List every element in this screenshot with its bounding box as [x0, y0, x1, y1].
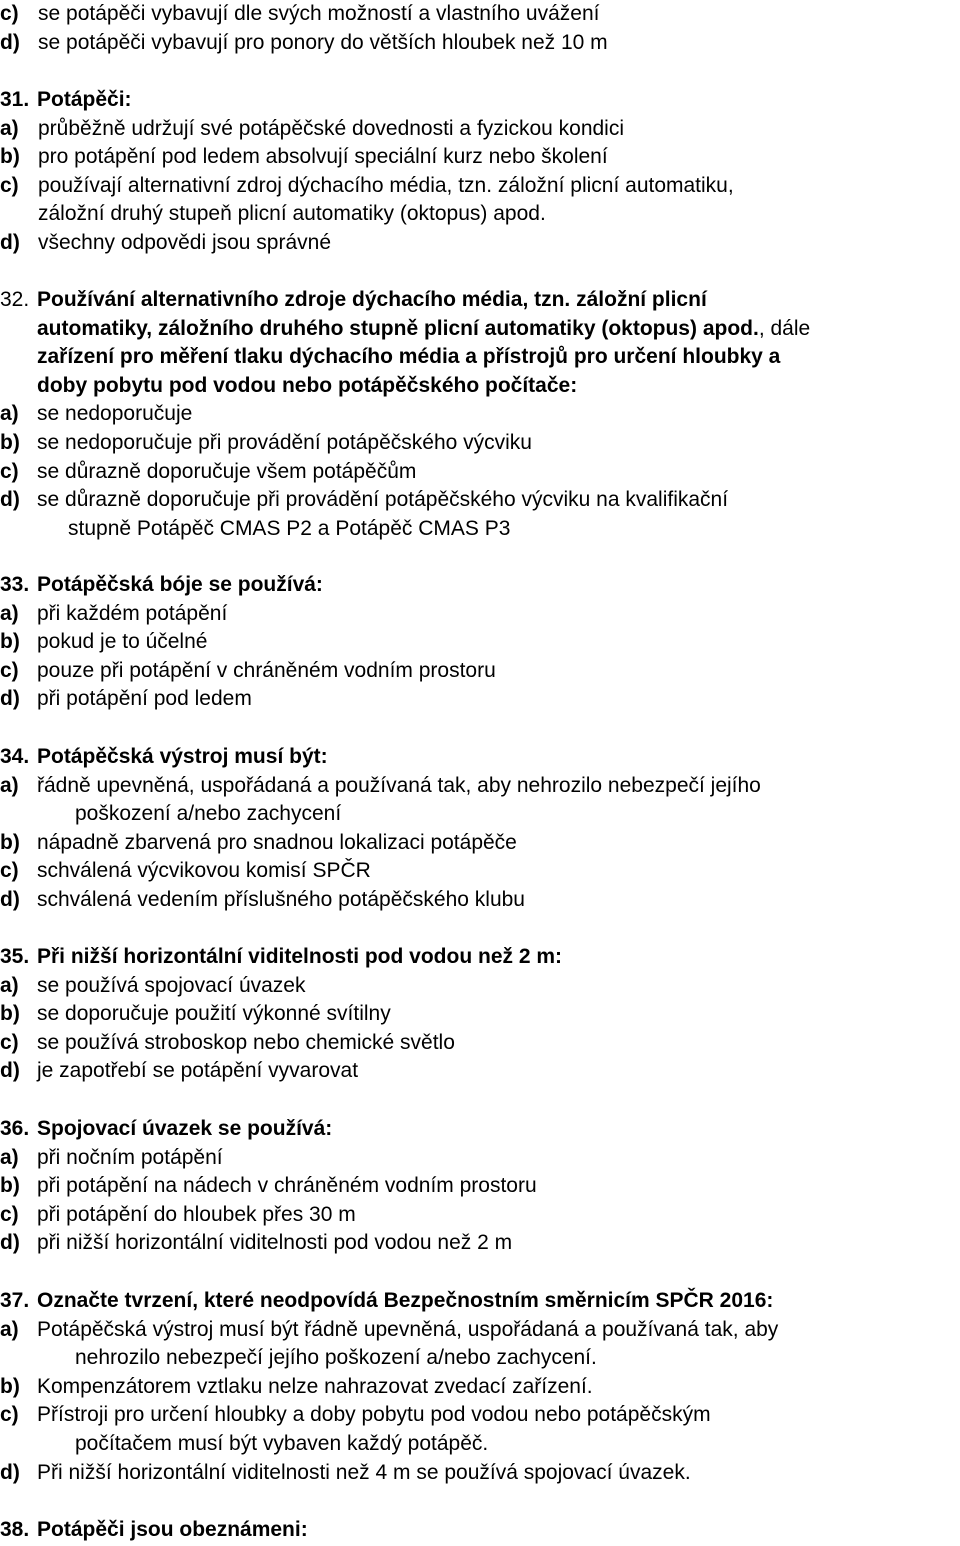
question-text-continuation: zařízení pro měření tlaku dýchacího média a přístrojů pro určení hloubky a — [37, 345, 781, 369]
q32-option-a — [0, 400, 192, 429]
question-text: Používání alternativního zdroje dýchacího média, tzn. záložní plicní — [37, 288, 707, 311]
option-text: při potápění na nádech v chráněném vodním prostoru — [37, 1174, 537, 1198]
q34-option-a — [0, 772, 761, 801]
question-number: 38. — [0, 1518, 30, 1541]
q31-option-c — [0, 172, 734, 201]
option-text: všechny odpovědi jsou správné — [38, 231, 332, 254]
question-number: 36. — [0, 1117, 30, 1140]
option-letter: b) — [0, 145, 20, 169]
q36-option-b — [0, 1172, 537, 1201]
q34-option-d — [0, 886, 525, 915]
option-letter: a) — [0, 601, 19, 625]
question-35-title — [0, 943, 562, 972]
question-number: 34. — [0, 745, 30, 768]
option-letter: c) — [0, 859, 19, 883]
option-letter: b) — [0, 830, 20, 854]
option-letter: d) — [0, 488, 20, 512]
option-letter: b) — [0, 1002, 20, 1026]
option-letter: d) — [0, 1059, 20, 1083]
option-text-continuation: stupně Potápěč CMAS P2 a Potápěč CMAS P3 — [68, 516, 511, 540]
q37-option-b — [0, 1373, 593, 1402]
option-text: schválená výcvikovou komisí SPČR — [37, 859, 371, 883]
question-text: Při nižší horizontální viditelnosti pod vodou než 2 m: — [37, 945, 563, 968]
question-number: 31. — [0, 88, 30, 111]
option-text: řádně upevněná, uspořádaná a používaná tak, aby nehrozilo nebezpečí jejího — [37, 773, 761, 797]
question-text: Potápěči jsou obeznámeni: — [37, 1518, 308, 1541]
q31-option-d — [0, 229, 331, 258]
q35-option-d — [0, 1057, 358, 1086]
option-letter: d) — [0, 30, 20, 54]
option-letter: d) — [0, 888, 20, 911]
q34-option-b — [0, 829, 517, 858]
question-number: 35. — [0, 945, 30, 968]
option-text: se používá stroboskop nebo chemické světlo — [37, 1030, 455, 1054]
question-37-title — [0, 1287, 773, 1316]
q31-option-a — [0, 115, 624, 144]
question-33-title — [0, 571, 323, 600]
question-text: Spojovací úvazek se používá: — [37, 1117, 333, 1140]
option-text: se doporučuje použití výkonné svítilny — [37, 1002, 391, 1026]
option-text: se používá spojovací úvazek — [37, 973, 306, 997]
option-letter: c) — [0, 459, 19, 483]
option-letter: a) — [0, 1145, 19, 1169]
question-text-rest: , dále — [758, 316, 811, 340]
question-38-title — [0, 1516, 308, 1545]
q34-option-c — [0, 857, 371, 886]
q35-option-a — [0, 972, 306, 1001]
question-number: 37. — [0, 1289, 30, 1312]
q37-option-d — [0, 1459, 691, 1488]
option-c-prev — [0, 0, 599, 29]
question-text: Potápěčská výstroj musí být: — [37, 745, 328, 768]
option-text: pro potápění pod ledem absolvují speciální kurz nebo školení — [38, 145, 608, 169]
q33-option-a — [0, 600, 227, 629]
option-text: se potápěči vybavují dle svých možností a vlastního uvážení — [38, 2, 600, 25]
option-letter: c) — [0, 1030, 19, 1054]
option-text: schválená vedením příslušného potápěčského klubu — [37, 888, 525, 911]
question-number: 32. — [0, 288, 30, 311]
option-letter: c) — [0, 2, 19, 25]
q33-option-c — [0, 657, 496, 686]
option-text: při každém potápění — [37, 601, 228, 625]
option-text: se nedoporučuje při provádění potápěčského výcviku — [37, 431, 532, 454]
question-text: Potápěčská bóje se používá: — [37, 573, 323, 596]
option-letter: c) — [0, 1403, 19, 1427]
question-36-title — [0, 1115, 332, 1144]
q36-option-d — [0, 1229, 512, 1258]
option-letter: a) — [0, 1317, 19, 1341]
option-text: Kompenzátorem vztlaku nelze nahrazovat zvedací zařízení. — [37, 1374, 593, 1398]
option-letter: a) — [0, 973, 19, 997]
option-text-continuation: poškození a/nebo zachycení — [75, 802, 342, 826]
option-letter: a) — [0, 402, 19, 426]
option-letter: b) — [0, 1174, 20, 1198]
q35-option-b — [0, 1000, 391, 1029]
option-letter: b) — [0, 1374, 20, 1398]
option-letter: c) — [0, 658, 19, 682]
q32-option-b — [0, 429, 532, 458]
question-text: Označte tvrzení, které neodpovídá Bezpečnostním směrnicím SPČR 2016: — [37, 1289, 774, 1312]
q33-option-d — [0, 685, 252, 714]
question-text: Potápěči: — [37, 88, 132, 111]
question-text-continuation: doby pobytu pod vodou nebo potápěčského počítače: — [37, 373, 578, 397]
q36-option-c — [0, 1201, 356, 1230]
option-letter: d) — [0, 1231, 20, 1255]
option-text: se potápěči vybavují pro ponory do větších hloubek než 10 m — [38, 30, 608, 54]
question-number: 33. — [0, 573, 30, 596]
option-letter: a) — [0, 773, 19, 797]
option-text: je zapotřebí se potápění vyvarovat — [37, 1059, 359, 1083]
question-31-title — [0, 86, 132, 115]
option-text: Při nižší horizontální viditelnosti než 4 m se používá spojovací úvazek. — [37, 1460, 691, 1484]
option-d-prev — [0, 29, 608, 58]
q32-option-d — [0, 486, 728, 515]
question-text-bold: automatiky, záložního druhého stupně plicní automatiky (oktopus) apod. — [37, 316, 759, 340]
option-text: pokud je to účelné — [37, 630, 208, 654]
option-letter: d) — [0, 231, 20, 254]
q35-option-c — [0, 1029, 455, 1058]
q32-option-c — [0, 458, 416, 487]
option-text: používají alternativní zdroj dýchacího média, tzn. záložní plicní automatiku, — [38, 173, 734, 197]
q37-option-c — [0, 1401, 711, 1430]
q33-option-b — [0, 628, 207, 657]
question-text-continuation — [37, 315, 810, 344]
option-text-continuation: počítačem musí být vybaven každý potápěč. — [75, 1432, 489, 1455]
q37-option-a — [0, 1316, 778, 1345]
option-text: Přístroji pro určení hloubky a doby pobytu pod vodou nebo potápěčským — [37, 1403, 711, 1427]
option-text: pouze při potápění v chráněném vodním prostoru — [37, 658, 496, 682]
option-text: při potápění do hloubek přes 30 m — [37, 1202, 356, 1226]
option-letter: b) — [0, 431, 20, 454]
question-32-title — [0, 286, 707, 315]
option-text: se nedoporučuje — [37, 402, 193, 426]
question-34-title — [0, 743, 328, 772]
option-text: Potápěčská výstroj musí být řádně upevněná, uspořádaná a používaná tak, aby — [37, 1317, 779, 1341]
option-letter: d) — [0, 687, 20, 711]
option-letter: d) — [0, 1460, 20, 1484]
option-text-continuation: nehrozilo nebezpečí jejího poškození a/nebo zachycení. — [75, 1346, 597, 1370]
option-text: se důrazně doporučuje při provádění potápěčského výcviku na kvalifikační — [37, 488, 729, 512]
option-text: při nižší horizontální viditelnosti pod vodou než 2 m — [37, 1231, 513, 1255]
option-letter: c) — [0, 1202, 19, 1226]
option-text: při nočním potápění — [37, 1145, 223, 1169]
option-text: při potápění pod ledem — [37, 687, 252, 711]
option-letter: c) — [0, 173, 19, 197]
option-letter: b) — [0, 630, 20, 654]
option-text-continuation: záložní druhý stupeň plicní automatiky (oktopus) apod. — [38, 202, 546, 226]
q36-option-a — [0, 1144, 223, 1173]
option-letter: a) — [0, 116, 19, 140]
option-text: se důrazně doporučuje všem potápěčům — [37, 459, 417, 483]
option-text: nápadně zbarvená pro snadnou lokalizaci potápěče — [37, 830, 517, 854]
option-text: průběžně udržují své potápěčské dovednosti a fyzickou kondici — [38, 116, 625, 140]
q31-option-b — [0, 143, 608, 172]
